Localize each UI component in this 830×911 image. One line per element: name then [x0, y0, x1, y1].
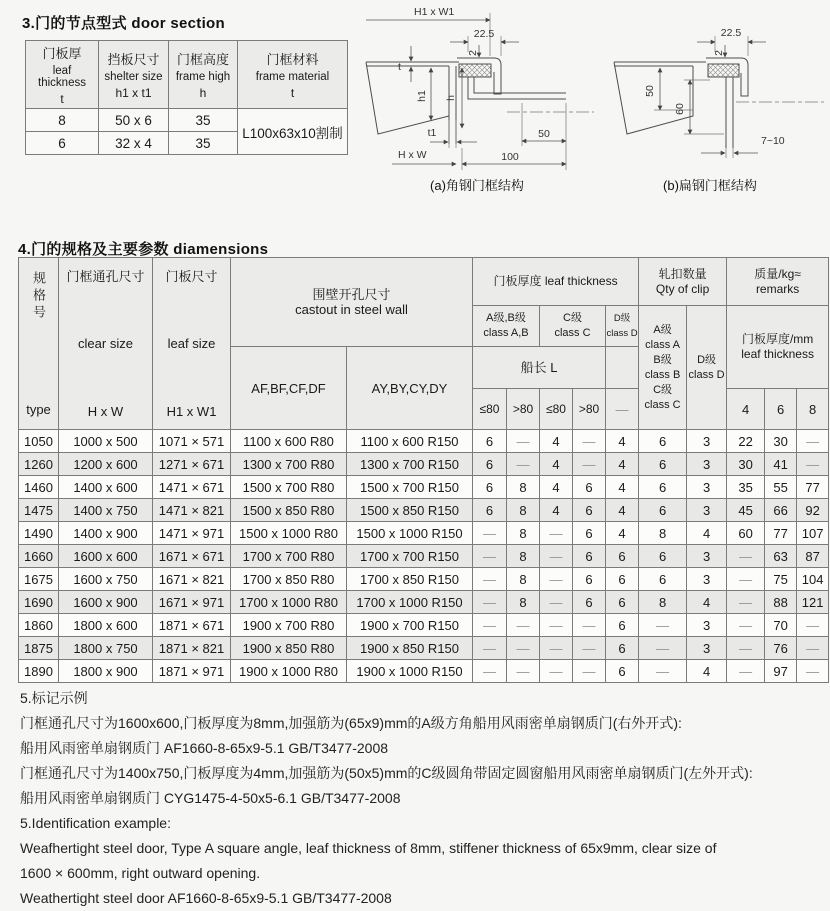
col-castout-af: AF,BF,CF,DF [231, 347, 347, 430]
spec-cell: 60 [727, 522, 765, 545]
spec-cell: — [797, 637, 829, 660]
col-leaf-thickness [473, 258, 639, 306]
header-en: class A [645, 338, 680, 351]
spec-cell: 77 [765, 522, 797, 545]
spec-cell: 3 [687, 476, 727, 499]
spec-row [19, 545, 829, 568]
col-gt80: >80 [573, 389, 606, 430]
note-line: 1600 × 600mm, right outward opening. [20, 865, 261, 881]
header-cn: 门框材料 [266, 52, 319, 67]
col-gt80: >80 [507, 389, 540, 430]
header-cn: 轧扣数量 [658, 266, 707, 281]
dim-hxw: H x W [398, 149, 427, 161]
col-shelter-size [99, 41, 169, 109]
spec-cell: 4 [540, 453, 573, 476]
header-sym: t [290, 86, 295, 100]
spec-cell: — [473, 545, 507, 568]
spec-cell: 4 [606, 430, 639, 453]
header-cn: 围壁开孔尺寸 [312, 287, 391, 302]
spec-cell: 1675 [19, 568, 59, 591]
spec-cell: — [507, 614, 540, 637]
spec-cell: 6 [606, 660, 639, 683]
spec-cell: — [727, 591, 765, 614]
spec-cell: 1471 × 971 [153, 522, 231, 545]
spec-cell: 1900 x 700 R150 [347, 614, 473, 637]
spec-cell: 1700 x 1000 R150 [347, 591, 473, 614]
spec-cell: 6 [639, 453, 687, 476]
spec-row [19, 637, 829, 660]
spec-cell: — [727, 637, 765, 660]
spec-cell: 1800 x 600 [59, 614, 153, 637]
spec-cell: 4 [606, 453, 639, 476]
header-en: class B [644, 368, 681, 381]
spec-cell: 4 [540, 430, 573, 453]
spec-cell: 41 [765, 453, 797, 476]
spec-cell: 8 [507, 522, 540, 545]
spec-cell: 1690 [19, 591, 59, 614]
spec-table [18, 257, 829, 683]
col-leaf-size [153, 258, 231, 430]
drawing-flat-steel-frame [598, 0, 830, 198]
spec-cell: 3 [687, 430, 727, 453]
header-sym: H1 x W1 [166, 403, 217, 419]
dim-22-5: 22.5 [720, 27, 742, 39]
spec-cell: — [473, 637, 507, 660]
cell-leaf-8: 8 [26, 109, 99, 132]
spec-cell: 6 [573, 476, 606, 499]
spec-cell: — [540, 660, 573, 683]
dim-2: 2 [467, 50, 479, 56]
col-mass [727, 258, 829, 306]
spec-row [19, 430, 829, 453]
spec-cell: — [573, 614, 606, 637]
spec-cell: 1460 [19, 476, 59, 499]
spec-cell: — [540, 522, 573, 545]
spec-cell: — [540, 614, 573, 637]
spec-cell: — [797, 430, 829, 453]
col-le80: ≤80 [473, 389, 507, 430]
spec-cell: — [473, 568, 507, 591]
spec-cell: 6 [573, 568, 606, 591]
spec-table-body [19, 430, 829, 683]
spec-cell: 3 [687, 545, 727, 568]
dim-t1: t1 [427, 127, 437, 139]
spec-cell: 1500 x 1000 R80 [231, 522, 347, 545]
spec-cell: 6 [573, 499, 606, 522]
dim-h1xw1: H1 x W1 [414, 6, 455, 18]
spec-cell: — [473, 614, 507, 637]
spec-cell: — [473, 660, 507, 683]
dim-h1: h1 [416, 90, 428, 102]
header-cn: A级 [653, 323, 672, 336]
spec-cell: 1500 x 700 R80 [231, 476, 347, 499]
col-frame-material [238, 41, 348, 109]
header-cn: 门板厚 [42, 46, 82, 61]
header-cn: 质量/kg≈ [754, 266, 801, 281]
spec-cell: 6 [473, 499, 507, 522]
spec-cell: 1700 x 850 R80 [231, 568, 347, 591]
spec-cell: 4 [540, 499, 573, 522]
spec-cell: 3 [687, 499, 727, 522]
header-cn: D级 [697, 353, 717, 366]
cell-shelter: 32 x 4 [99, 132, 169, 155]
col-type [19, 258, 59, 430]
header-cn: D级 [613, 313, 631, 324]
dim-22-5: 22.5 [473, 28, 495, 40]
spec-cell: 6 [606, 614, 639, 637]
col-class-c [540, 306, 606, 347]
spec-cell: — [540, 591, 573, 614]
spec-cell: 1671 × 671 [153, 545, 231, 568]
spec-cell: 1475 [19, 499, 59, 522]
spec-cell: — [727, 545, 765, 568]
spec-cell: 8 [507, 499, 540, 522]
section4-title: 4.门的规格及主要参数 diamensions [18, 241, 269, 258]
spec-cell: — [507, 453, 540, 476]
dim-50: 50 [538, 128, 550, 140]
col-frame-high [169, 41, 238, 109]
header-sym: H x W [87, 403, 124, 419]
note-line: 船用风雨密单扇钢质门 CYG1475-4-50x5-6.1 GB/T3477-2008 [20, 790, 401, 806]
spec-cell: 6 [639, 545, 687, 568]
spec-cell: 4 [606, 476, 639, 499]
header-cn: 挡板尺寸 [107, 52, 160, 67]
spec-cell: 1100 x 600 R150 [347, 430, 473, 453]
header-cn: 规格号 [31, 270, 46, 322]
door-section-header-row [26, 41, 348, 109]
spec-header-row1 [19, 258, 829, 306]
spec-cell: 4 [540, 476, 573, 499]
spec-cell: — [727, 568, 765, 591]
spec-cell: 6 [606, 545, 639, 568]
header-cn: B级 [653, 353, 672, 366]
spec-cell: 66 [765, 499, 797, 522]
header-en: class C [644, 398, 681, 411]
spec-cell: 92 [797, 499, 829, 522]
spec-cell: 1871 × 821 [153, 637, 231, 660]
header-en: shelter size [104, 71, 163, 83]
section3-title: 3.门的节点型式 door section [22, 15, 225, 32]
col-leaf-thickness-mm [727, 306, 829, 389]
header-sym: h [199, 86, 207, 100]
header-cn: 门板厚度 [493, 274, 542, 288]
spec-cell: 1800 x 750 [59, 637, 153, 660]
spec-cell: 1500 x 1000 R150 [347, 522, 473, 545]
spec-cell: 8 [507, 591, 540, 614]
note-line: Weathertight steel door AF1660-8-65x9-5.1 GB/T3477-2008 [20, 890, 392, 906]
spec-cell: — [473, 591, 507, 614]
spec-cell: — [573, 453, 606, 476]
spec-cell: 1000 x 500 [59, 430, 153, 453]
spec-cell: 97 [765, 660, 797, 683]
header-en: leaf thickness [544, 274, 618, 288]
dim-100: 100 [501, 151, 519, 163]
spec-cell: 6 [473, 476, 507, 499]
spec-cell: 3 [687, 453, 727, 476]
spec-cell: — [727, 660, 765, 683]
spec-cell: 63 [765, 545, 797, 568]
spec-cell: 70 [765, 614, 797, 637]
spec-cell: 1071 × 571 [153, 430, 231, 453]
header-cn: 门板厚度/mm [741, 332, 814, 346]
spec-cell: 6 [473, 430, 507, 453]
cell-material: L100x63x10割制 [238, 109, 348, 155]
spec-cell: 1700 x 700 R150 [347, 545, 473, 568]
header-cn: 门框高度 [176, 52, 229, 67]
spec-cell: 1800 x 900 [59, 660, 153, 683]
header-en: class A,B [483, 327, 529, 339]
spec-cell: 8 [507, 568, 540, 591]
spec-cell: 1871 × 671 [153, 614, 231, 637]
note-line: 5.标记示例 [20, 690, 88, 706]
spec-row [19, 614, 829, 637]
spec-cell: 1400 x 900 [59, 522, 153, 545]
header-cn: A级,B级 [486, 312, 526, 324]
spec-cell: 3 [687, 568, 727, 591]
note-line: 5.Identification example: [20, 815, 171, 831]
spec-cell: 1471 × 671 [153, 476, 231, 499]
header-en: class D [688, 368, 725, 381]
spec-cell: 1500 x 850 R150 [347, 499, 473, 522]
spec-cell: 4 [687, 522, 727, 545]
spec-cell: 1871 × 971 [153, 660, 231, 683]
col-class-d-spacer [606, 347, 639, 389]
spec-cell: 1400 x 600 [59, 476, 153, 499]
header-en: remarks [755, 281, 800, 296]
spec-cell: 1900 x 1000 R150 [347, 660, 473, 683]
spec-row [19, 522, 829, 545]
col-clear-size [59, 258, 153, 430]
col-leaf-thickness [26, 41, 99, 109]
spec-cell: — [540, 637, 573, 660]
spec-cell: 77 [797, 476, 829, 499]
spec-cell: 1700 x 850 R150 [347, 568, 473, 591]
spec-cell: — [797, 660, 829, 683]
spec-cell: — [573, 637, 606, 660]
spec-cell: 1900 x 700 R80 [231, 614, 347, 637]
col-le80: ≤80 [540, 389, 573, 430]
spec-cell: 1400 x 750 [59, 499, 153, 522]
spec-cell: 6 [606, 637, 639, 660]
col-clip-d [687, 306, 727, 430]
dim-h: h [445, 95, 457, 101]
header-en: leaf size [167, 336, 216, 351]
drawing-b-caption: (b)扁钢门框结构 [663, 178, 757, 193]
note-line: 门框通孔尺寸为1400x750,门板厚度为4mm,加强筋为(50x5)mm的C级圆角带固定圆窗船用风雨密单扇钢质门(左外开式): [20, 765, 753, 781]
spec-row [19, 499, 829, 522]
spec-cell: 1600 x 900 [59, 591, 153, 614]
cell-frame-high: 35 [169, 109, 238, 132]
col-castout [231, 258, 473, 347]
spec-row [19, 453, 829, 476]
spec-cell: 55 [765, 476, 797, 499]
spec-cell: 6 [573, 522, 606, 545]
spec-cell: 6 [639, 568, 687, 591]
spec-cell: 1900 x 850 R150 [347, 637, 473, 660]
spec-cell: — [797, 453, 829, 476]
spec-cell: 8 [507, 545, 540, 568]
spec-cell: 6 [639, 476, 687, 499]
spec-cell: 1671 × 821 [153, 568, 231, 591]
col-class-d [606, 306, 639, 347]
note-line: 船用风雨密单扇钢质门 AF1660-8-65x9-5.1 GB/T3477-2008 [20, 740, 389, 756]
spec-cell: 1300 x 700 R80 [231, 453, 347, 476]
spec-cell: 6 [606, 568, 639, 591]
header-en: class D [606, 328, 638, 339]
spec-cell: 1600 x 600 [59, 545, 153, 568]
spec-cell: — [507, 637, 540, 660]
header-sym: h1 x t1 [115, 86, 152, 100]
header-cn: C级 [653, 383, 673, 396]
dim-7-10: 7~10 [761, 135, 785, 147]
header-en: frame material [255, 71, 330, 83]
header-cn: C级 [563, 312, 582, 324]
spec-cell: 6 [473, 453, 507, 476]
spec-cell: 3 [687, 637, 727, 660]
spec-cell: 1860 [19, 614, 59, 637]
header-cn: 门框通孔尺寸 [66, 268, 145, 284]
col-ship-length: 船长 L [473, 347, 606, 389]
spec-cell: 45 [727, 499, 765, 522]
spec-cell: 1875 [19, 637, 59, 660]
dim-2: 2 [713, 50, 725, 56]
spec-cell: — [639, 660, 687, 683]
spec-cell: 4 [606, 499, 639, 522]
spec-cell: 1900 x 850 R80 [231, 637, 347, 660]
spec-cell: 1700 x 700 R80 [231, 545, 347, 568]
spec-cell: 35 [727, 476, 765, 499]
col-mass-4: 4 [727, 389, 765, 430]
spec-cell: 1700 x 1000 R80 [231, 591, 347, 614]
spec-cell: 104 [797, 568, 829, 591]
spec-cell: — [473, 522, 507, 545]
cell-leaf-6: 6 [26, 132, 99, 155]
drawing-angle-steel-frame [352, 0, 602, 198]
spec-cell: 1660 [19, 545, 59, 568]
identification-notes [20, 686, 820, 911]
spec-cell: 88 [765, 591, 797, 614]
spec-cell: 30 [727, 453, 765, 476]
table-row [26, 109, 348, 132]
spec-cell: 1200 x 600 [59, 453, 153, 476]
spec-cell: 4 [606, 522, 639, 545]
header-en: class C [554, 327, 591, 339]
spec-cell: 1500 x 700 R150 [347, 476, 473, 499]
spec-cell: 1671 × 971 [153, 591, 231, 614]
spec-cell: — [639, 614, 687, 637]
spec-cell: 107 [797, 522, 829, 545]
drawing-a-caption: (a)角钢门框结构 [430, 178, 524, 193]
note-line: Weafhertight steel door, Type A square angle, leaf thickness of 8mm, stiffener thickness of 65x9mm, clear size of [20, 840, 717, 856]
spec-cell: — [573, 660, 606, 683]
dim-60: 60 [674, 103, 686, 115]
spec-row [19, 476, 829, 499]
header-en: clear size [78, 336, 133, 351]
door-section-table [25, 40, 348, 155]
spec-cell: 1271 × 671 [153, 453, 231, 476]
spec-cell: 1260 [19, 453, 59, 476]
spec-cell: 1890 [19, 660, 59, 683]
spec-cell: 8 [507, 476, 540, 499]
cell-frame-high: 35 [169, 132, 238, 155]
spec-cell: 6 [573, 591, 606, 614]
spec-cell: 1900 x 1000 R80 [231, 660, 347, 683]
col-mass-6: 6 [765, 389, 797, 430]
spec-cell: — [727, 614, 765, 637]
spec-cell: 4 [687, 591, 727, 614]
header-en: castout in steel wall [295, 302, 408, 317]
header-cn: 门板尺寸 [165, 268, 218, 284]
col-class-ab [473, 306, 540, 347]
spec-cell: 75 [765, 568, 797, 591]
spec-cell: 6 [606, 591, 639, 614]
spec-cell: 87 [797, 545, 829, 568]
spec-cell: 30 [765, 430, 797, 453]
spec-row [19, 591, 829, 614]
col-mass-8: 8 [797, 389, 829, 430]
header-sym: t [60, 92, 64, 106]
cell-shelter: 50 x 6 [99, 109, 169, 132]
spec-cell: 1300 x 700 R150 [347, 453, 473, 476]
dim-50: 50 [644, 85, 656, 97]
col-clip-abc [639, 306, 687, 430]
spec-cell: — [540, 545, 573, 568]
spec-cell: 22 [727, 430, 765, 453]
spec-cell: 1600 x 750 [59, 568, 153, 591]
spec-cell: 8 [639, 591, 687, 614]
spec-row [19, 660, 829, 683]
spec-cell: — [639, 637, 687, 660]
spec-cell: 1100 x 600 R80 [231, 430, 347, 453]
col-castout-ay: AY,BY,CY,DY [347, 347, 473, 430]
header-en: Qty of clip [655, 281, 710, 296]
spec-cell: 121 [797, 591, 829, 614]
header-en: leaf thickness [38, 65, 86, 89]
spec-cell: 3 [687, 614, 727, 637]
spec-cell: 6 [639, 430, 687, 453]
spec-cell: 1490 [19, 522, 59, 545]
spec-cell: — [507, 660, 540, 683]
note-line: 门框通孔尺寸为1600x600,门板厚度为8mm,加强筋为(65x9)mm的A级方角船用风雨密单扇钢质门(右外开式): [20, 715, 682, 731]
spec-cell: 6 [639, 499, 687, 522]
col-clip-qty [639, 258, 727, 306]
spec-cell: — [573, 430, 606, 453]
spec-row [19, 568, 829, 591]
spec-cell: 76 [765, 637, 797, 660]
header-en: leaf thickness [741, 347, 814, 361]
spec-cell: — [540, 568, 573, 591]
spec-cell: — [797, 614, 829, 637]
spec-cell: 1471 × 821 [153, 499, 231, 522]
dim-t: t [398, 61, 401, 73]
spec-cell: 8 [639, 522, 687, 545]
spec-cell: — [507, 430, 540, 453]
spec-cell: 6 [573, 545, 606, 568]
spec-cell: 1050 [19, 430, 59, 453]
header-en: frame high [175, 71, 231, 83]
spec-cell: 4 [687, 660, 727, 683]
header-en: type [26, 401, 51, 417]
spec-cell: 1500 x 850 R80 [231, 499, 347, 522]
col-class-d-dash: — [606, 389, 639, 430]
